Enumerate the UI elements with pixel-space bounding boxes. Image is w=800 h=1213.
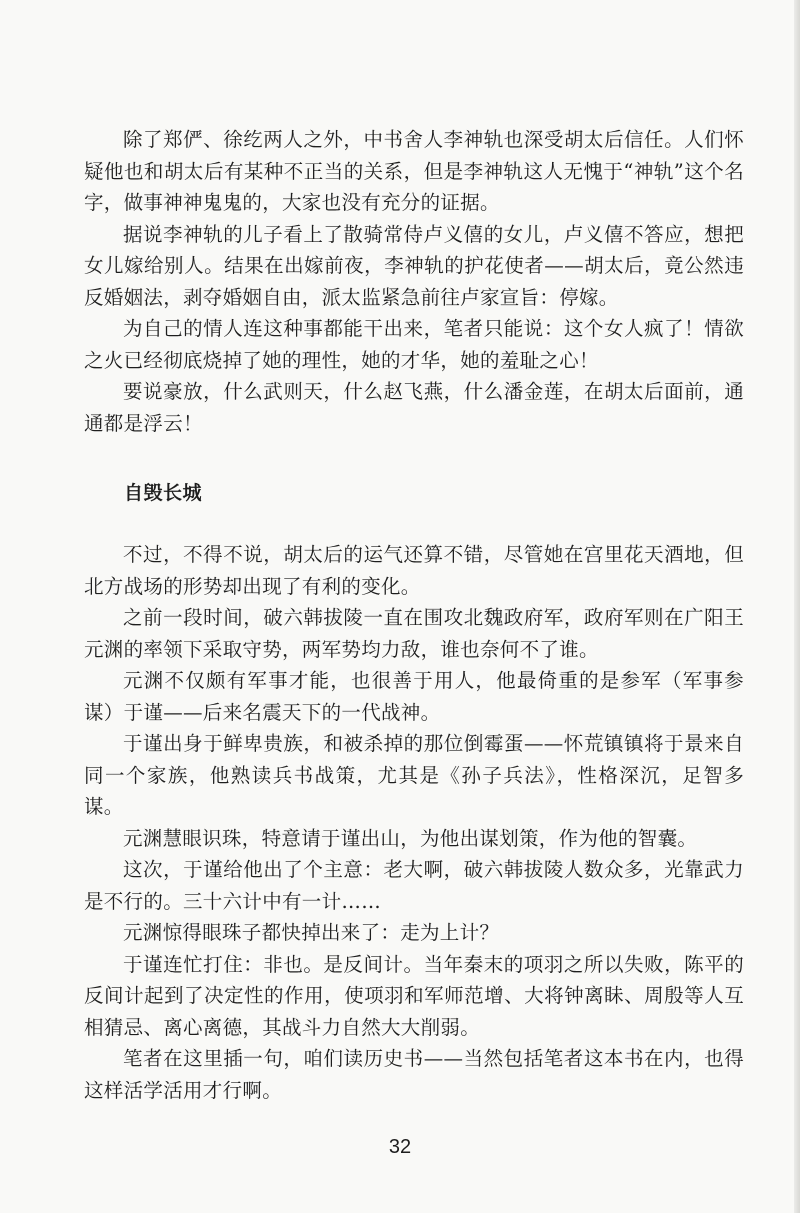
section-heading: 自毁长城 xyxy=(124,482,203,504)
paragraph: 于谨连忙打住：非也。是反间计。当年秦末的项羽之所以失败，陈平的反间计起到了决定性的作用，使项羽和军师范增、大将钟离眛、周殷等人互相猜忌、离心离德，其战斗力自然大大削弱。 xyxy=(84,952,744,1039)
paragraph: 要说豪放，什么武则天，什么赵飞燕，什么潘金莲，在胡太后面前，通通都是浮云！ xyxy=(84,380,744,435)
section-2-body xyxy=(84,539,744,1106)
section-1-body xyxy=(84,124,744,439)
paragraph: 除了郑俨、徐纥两人之外，中书舍人李神轨也深受胡太后信任。人们怀疑他也和胡太后有某种不正当的关系，但是李神轨这人无愧于“神轨”这个名字，做事神神鬼鬼的，大家也没有充分的证据。 xyxy=(84,128,744,214)
page-number: 32 xyxy=(388,1136,412,1158)
paragraph: 之前一段时间，破六韩拔陵一直在围攻北魏政府军，政府军则在广阳王元渊的率领下采取守势，两军势均力敌，谁也奈何不了谁。 xyxy=(84,606,744,661)
paragraph: 笔者在这里插一句，咱们读历史书——当然包括笔者这本书在内，也得这样活学活用才行啊。 xyxy=(84,1047,744,1102)
paragraph: 元渊慧眼识珠，特意请于谨出山，为他出谋划策，作为他的智囊。 xyxy=(123,826,698,850)
paragraph: 这次，于谨给他出了个主意：老大啊，破六韩拔陵人数众多，光靠武力是不行的。三十六计中有一计…… xyxy=(84,858,744,913)
paragraph: 元渊不仅颇有军事才能，也很善于用人，他最倚重的是参军（军事参谋）于谨——后来名震天下的一代战神。 xyxy=(84,669,744,724)
paragraph: 元渊惊得眼珠子都快掉出来了：走为上计？ xyxy=(123,921,500,944)
paragraph: 于谨出身于鲜卑贵族，和被杀掉的那位倒霉蛋——怀荒镇镇将于景来自同一个家族，他熟读兵书战策，尤其是《孙子兵法》，性格深沉，足智多谋。 xyxy=(84,732,744,818)
paragraph: 为自己的情人连这种事都能干出来，笔者只能说：这个女人疯了！情欲之火已经彻底烧掉了她的理性，她的才华，她的羞耻之心！ xyxy=(84,317,744,372)
paragraph: 据说李神轨的儿子看上了散骑常侍卢义僖的女儿，卢义僖不答应，想把女儿嫁给别人。结果在出嫁前夜，李神轨的护花使者——胡太后，竟公然违反婚姻法，剥夺婚姻自由，派太监紧急前往卢家宣旨：停嫁。 xyxy=(84,222,744,309)
page-edge-shadow xyxy=(794,0,800,1213)
paragraph: 不过，不得不说，胡太后的运气还算不错，尽管她在宫里花天酒地，但北方战场的形势却出现了有利的变化。 xyxy=(84,543,744,598)
